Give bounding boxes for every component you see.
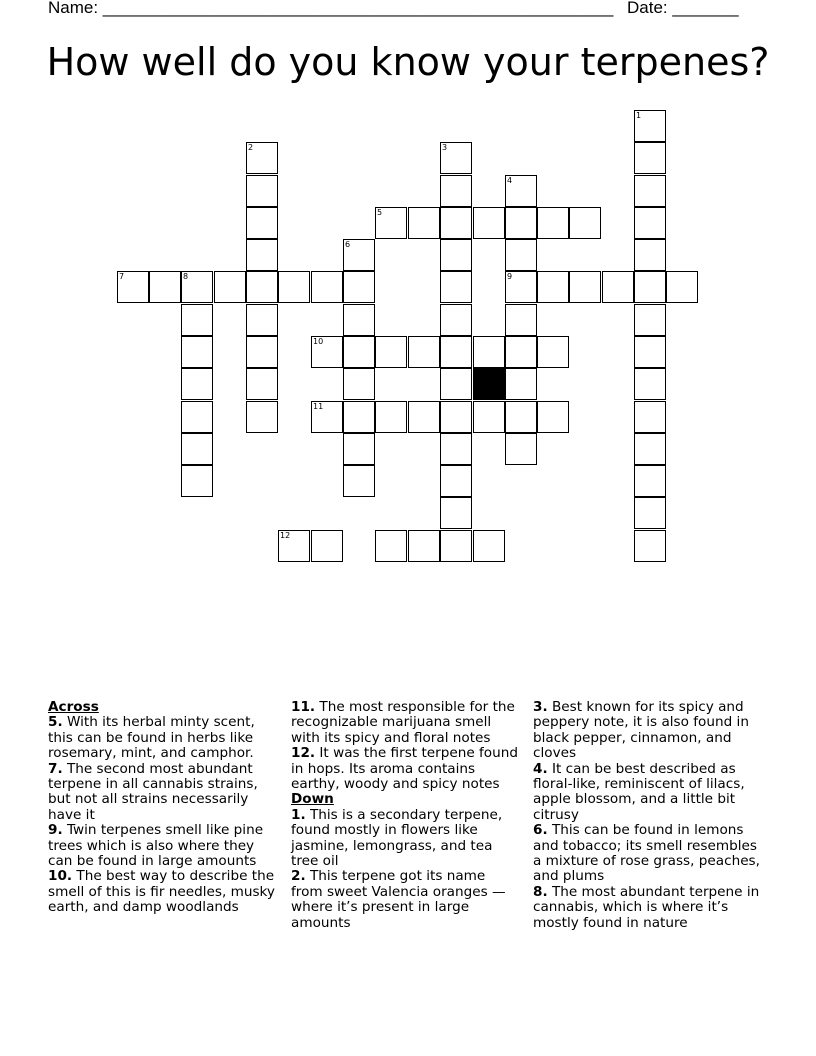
clue-number: 7. <box>48 760 63 777</box>
across-clue <box>48 762 278 824</box>
across-clue <box>48 823 278 869</box>
crossword-cell[interactable] <box>440 530 472 562</box>
crossword-cell[interactable] <box>440 142 472 174</box>
clue-number: 12. <box>291 745 316 762</box>
clue-number: 11. <box>291 699 316 715</box>
clue-number: 10. <box>48 868 73 885</box>
clues-column-3 <box>533 700 763 931</box>
crossword-cell[interactable] <box>214 271 246 303</box>
clue-number-label: 9 <box>507 272 513 281</box>
down-clue <box>533 823 763 885</box>
crossword-cell[interactable] <box>440 239 472 271</box>
clues-column-1 <box>48 700 278 916</box>
crossword-block-cell <box>473 368 505 400</box>
crossword-cell[interactable] <box>246 175 278 207</box>
crossword-cell[interactable] <box>149 271 181 303</box>
date-field-label: Date: _______ <box>627 0 739 17</box>
crossword-cell[interactable] <box>440 304 472 336</box>
across-heading: Across <box>48 699 99 715</box>
crossword-cell[interactable] <box>408 336 440 368</box>
crossword-cell[interactable] <box>181 433 213 465</box>
clue-number-label: 11 <box>313 402 324 411</box>
crossword-cell[interactable] <box>505 433 537 465</box>
crossword-cell[interactable] <box>440 207 472 239</box>
clue-text: The most abundant terpene in cannabis, which is where it’s mostly found in nature <box>533 883 760 931</box>
crossword-cell[interactable] <box>311 336 343 368</box>
clue-number-label: 10 <box>313 337 324 346</box>
crossword-cell[interactable] <box>246 207 278 239</box>
clue-text: The most responsible for the recognizable marijuana smell with its spicy and floral notes <box>291 699 515 746</box>
crossword-cell[interactable] <box>246 368 278 400</box>
crossword-cell[interactable] <box>537 336 569 368</box>
crossword-cell[interactable] <box>634 530 666 562</box>
across-clue <box>48 715 278 761</box>
crossword-cell[interactable] <box>473 401 505 433</box>
across-clue <box>291 746 521 792</box>
clues-column-2 <box>291 700 521 931</box>
crossword-cell[interactable] <box>278 271 310 303</box>
crossword-cell[interactable] <box>505 401 537 433</box>
crossword-cell[interactable] <box>181 368 213 400</box>
crossword-cell[interactable] <box>246 271 278 303</box>
crossword-cell[interactable] <box>311 530 343 562</box>
crossword-cell[interactable] <box>440 271 472 303</box>
crossword-cell[interactable] <box>246 304 278 336</box>
clue-number: 2. <box>291 868 306 885</box>
clue-number-label: 8 <box>183 272 189 281</box>
crossword-cell[interactable] <box>440 368 472 400</box>
name-field-label: Name: ______________________________________________________ <box>48 0 614 17</box>
crossword-cell[interactable] <box>343 336 375 368</box>
crossword-cell[interactable] <box>343 465 375 497</box>
down-heading: Down <box>291 791 334 808</box>
clue-text: It was the first terpene found in hops. Its aroma contains earthy, woody and spicy notes <box>291 745 518 793</box>
down-clue <box>291 869 521 931</box>
crossword-cell[interactable] <box>505 368 537 400</box>
across-clue <box>48 869 278 915</box>
crossword-cell[interactable] <box>181 271 213 303</box>
crossword-cell[interactable] <box>634 401 666 433</box>
crossword-cell[interactable] <box>505 271 537 303</box>
clue-number-label: 3 <box>442 143 448 152</box>
crossword-cell[interactable] <box>311 271 343 303</box>
crossword-cell[interactable] <box>246 401 278 433</box>
crossword-cell[interactable] <box>375 530 407 562</box>
crossword-cell[interactable] <box>375 401 407 433</box>
crossword-cell[interactable] <box>408 207 440 239</box>
clue-number-label: 6 <box>345 240 351 249</box>
crossword-cell[interactable] <box>505 304 537 336</box>
crossword-cell[interactable] <box>634 110 666 142</box>
crossword-cell[interactable] <box>537 271 569 303</box>
crossword-cell[interactable] <box>408 530 440 562</box>
crossword-cell[interactable] <box>634 271 666 303</box>
crossword-cell[interactable] <box>634 207 666 239</box>
clue-number-label: 2 <box>248 143 254 152</box>
crossword-cell[interactable] <box>634 239 666 271</box>
crossword-cell[interactable] <box>634 465 666 497</box>
crossword-cell[interactable] <box>375 336 407 368</box>
crossword-cell[interactable] <box>602 271 634 303</box>
crossword-cell[interactable] <box>246 336 278 368</box>
clue-number-label: 4 <box>507 176 513 185</box>
crossword-cell[interactable] <box>117 271 149 303</box>
crossword-cell[interactable] <box>440 336 472 368</box>
crossword-cell[interactable] <box>473 207 505 239</box>
clue-number: 8. <box>533 883 548 900</box>
crossword-cell[interactable] <box>634 497 666 529</box>
crossword-cell[interactable] <box>634 336 666 368</box>
clue-text: It can be best described as floral-like, reminiscent of lilacs, apple blossom, and a little bit citrusy <box>533 760 745 823</box>
clue-text: Twin terpenes smell like pine trees which is also where they can be found in large amounts <box>48 822 264 870</box>
clue-number: 4. <box>533 760 548 777</box>
crossword-cell[interactable] <box>181 336 213 368</box>
crossword-cell[interactable] <box>634 433 666 465</box>
crossword-cell[interactable] <box>343 368 375 400</box>
clue-number-label: 1 <box>636 111 642 120</box>
crossword-cell[interactable] <box>440 175 472 207</box>
crossword-cell[interactable] <box>569 271 601 303</box>
down-clue <box>291 808 521 870</box>
crossword-cell[interactable] <box>311 401 343 433</box>
crossword-cell[interactable] <box>343 401 375 433</box>
clue-number: 1. <box>291 806 306 823</box>
crossword-cell[interactable] <box>343 304 375 336</box>
crossword-cell[interactable] <box>569 207 601 239</box>
clue-text: This can be found in lemons and tobacco; its smell resembles a mixture of rose grass, peaches, and plums <box>533 822 760 885</box>
crossword-cell[interactable] <box>440 433 472 465</box>
down-clue <box>533 762 763 824</box>
clue-number-label: 5 <box>377 208 383 217</box>
down-clue <box>533 885 763 931</box>
crossword-cell[interactable] <box>634 142 666 174</box>
crossword-cell[interactable] <box>246 239 278 271</box>
crossword-cell[interactable] <box>181 304 213 336</box>
clue-text: This terpene got its name from sweet Valencia oranges — where it’s present in large amounts <box>291 868 506 931</box>
clue-number: 9. <box>48 822 63 839</box>
clue-number-label: 7 <box>119 272 125 281</box>
crossword-cell[interactable] <box>343 433 375 465</box>
crossword-cell[interactable] <box>343 271 375 303</box>
crossword-cell[interactable] <box>505 336 537 368</box>
clue-number: 6. <box>533 822 548 839</box>
crossword-cell[interactable] <box>408 401 440 433</box>
crossword-cell[interactable] <box>505 207 537 239</box>
crossword-cell[interactable] <box>505 239 537 271</box>
crossword-cell[interactable] <box>634 175 666 207</box>
crossword-cell[interactable] <box>666 271 698 303</box>
crossword-cell[interactable] <box>246 142 278 174</box>
across-clue <box>291 700 521 746</box>
clue-text: Best known for its spicy and peppery note, it is also found in black pepper, cinnamon, and cloves <box>533 699 749 762</box>
crossword-cell[interactable] <box>375 207 407 239</box>
down-clue <box>533 700 763 762</box>
clue-text: With its herbal minty scent, this can be found in herbs like rosemary, mint, and camphor. <box>48 714 255 762</box>
crossword-cell[interactable] <box>440 497 472 529</box>
crossword-cell[interactable] <box>634 304 666 336</box>
crossword-cell[interactable] <box>505 175 537 207</box>
clue-text: The second most abundant terpene in all cannabis strains, but not all strains necessarily have it <box>48 760 258 823</box>
crossword-cell[interactable] <box>181 465 213 497</box>
crossword-cell[interactable] <box>343 239 375 271</box>
clue-text: The best way to describe the smell of this is fir needles, musky earth, and damp woodlands <box>48 868 275 916</box>
page-title: How well do you know your terpenes? <box>46 40 770 84</box>
crossword-cell[interactable] <box>537 207 569 239</box>
crossword-cell[interactable] <box>537 401 569 433</box>
clue-number: 3. <box>533 699 548 715</box>
crossword-cell[interactable] <box>440 401 472 433</box>
crossword-cell[interactable] <box>473 530 505 562</box>
clue-number: 5. <box>48 714 63 731</box>
crossword-cell[interactable] <box>634 368 666 400</box>
crossword-cell[interactable] <box>278 530 310 562</box>
clue-number-label: 12 <box>280 531 291 540</box>
crossword-cell[interactable] <box>181 401 213 433</box>
crossword-cell[interactable] <box>473 336 505 368</box>
clue-text: This is a secondary terpene, found mostly in flowers like jasmine, lemongrass, and tea tree oil <box>291 806 503 870</box>
crossword-cell[interactable] <box>440 465 472 497</box>
